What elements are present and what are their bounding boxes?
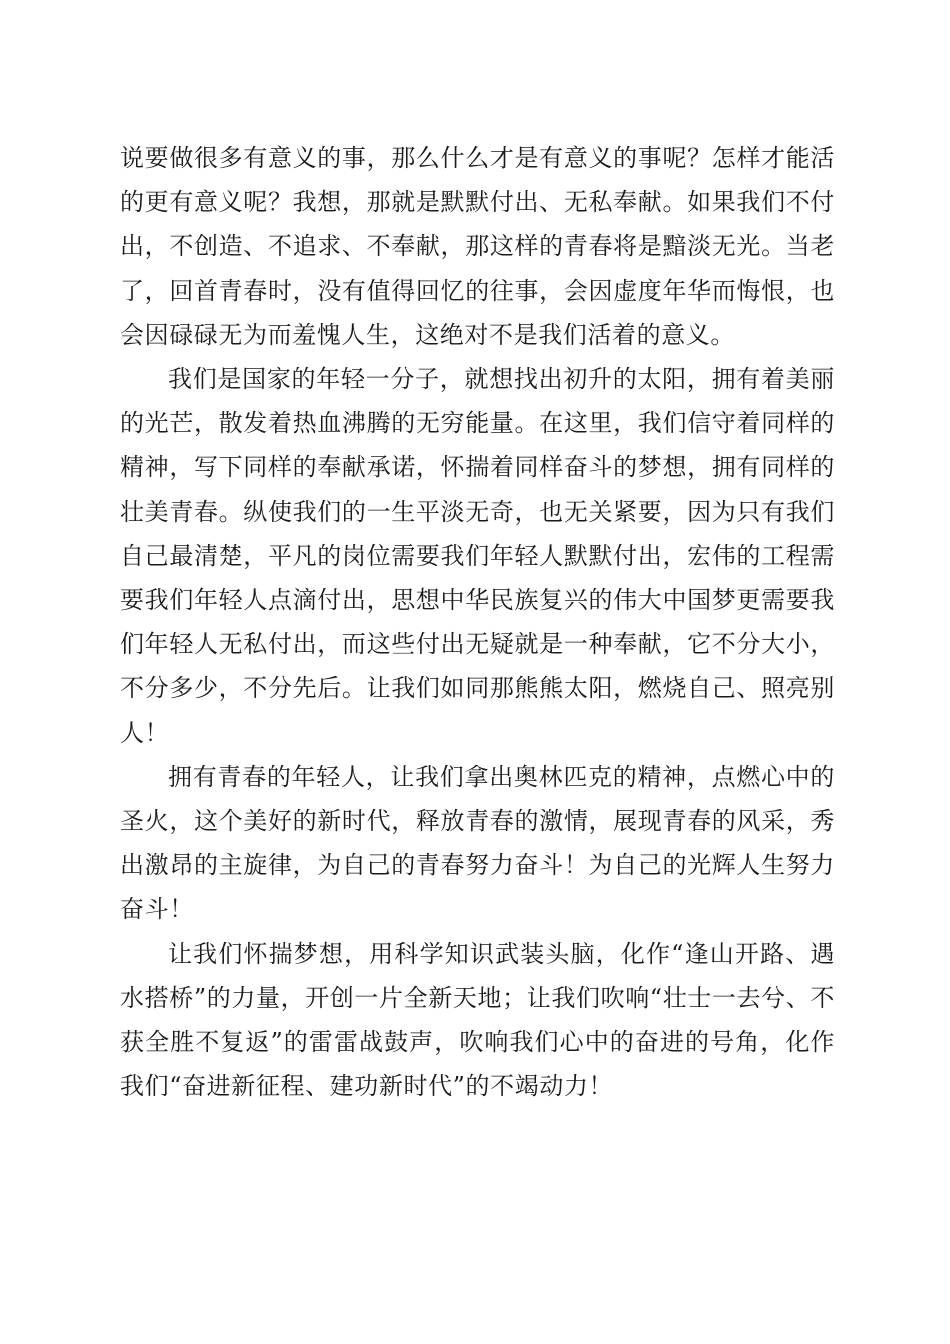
paragraph-4: 让我们怀揣梦想，用科学知识武装头脑，化作“逢山开路、遇水搭桥”的力量，开创一片全新天地；让我们吹响“壮士一去兮、不获全胜不复返”的雷雷战鼓声，吹响我们心中的奋进的号角，化作我们“奋进新征程、建功新时代”的不竭动力！	[120, 939, 835, 1101]
document-body	[120, 136, 835, 1108]
paragraph-3: 拥有青春的年轻人，让我们拿出奥林匹克的精神，点燃心中的圣火，这个美好的新时代，释放青春的激情，展现青春的风采，秀出激昂的主旋律，为自己的青春努力奋斗！为自己的光辉人生努力奋斗！	[120, 762, 835, 924]
paragraph-1: 说要做很多有意义的事，那么什么才是有意义的事呢？怎样才能活的更有意义呢？我想，那就是默默付出、无私奉献。如果我们不付出，不创造、不追求、不奉献，那这样的青春将是黯淡无光。当老了，回首青春时，没有值得回忆的往事，会因虚度年华而悔恨，也会因碌碌无为而羞愧人生，这绝对不是我们活着的意义。	[120, 144, 835, 349]
paragraph-2: 我们是国家的年轻一分子，就想找出初升的太阳，拥有着美丽的光芒，散发着热血沸腾的无穷能量。在这里，我们信守着同样的精神，写下同样的奉献承诺，怀揣着同样奋斗的梦想，拥有同样的壮美青春。纵使我们的一生平淡无奇，也无关紧要，因为只有我们自己最清楚，平凡的岗位需要我们年轻人默默付出，宏伟的工程需要我们年轻人点滴付出，思想中华民族复兴的伟大中国梦更需要我们年轻人无私付出，而这些付出无疑就是一种奉献，它不分大小，不分多少，不分先后。让我们如同那熊熊太阳，燃烧自己、照亮别人！	[120, 365, 835, 747]
